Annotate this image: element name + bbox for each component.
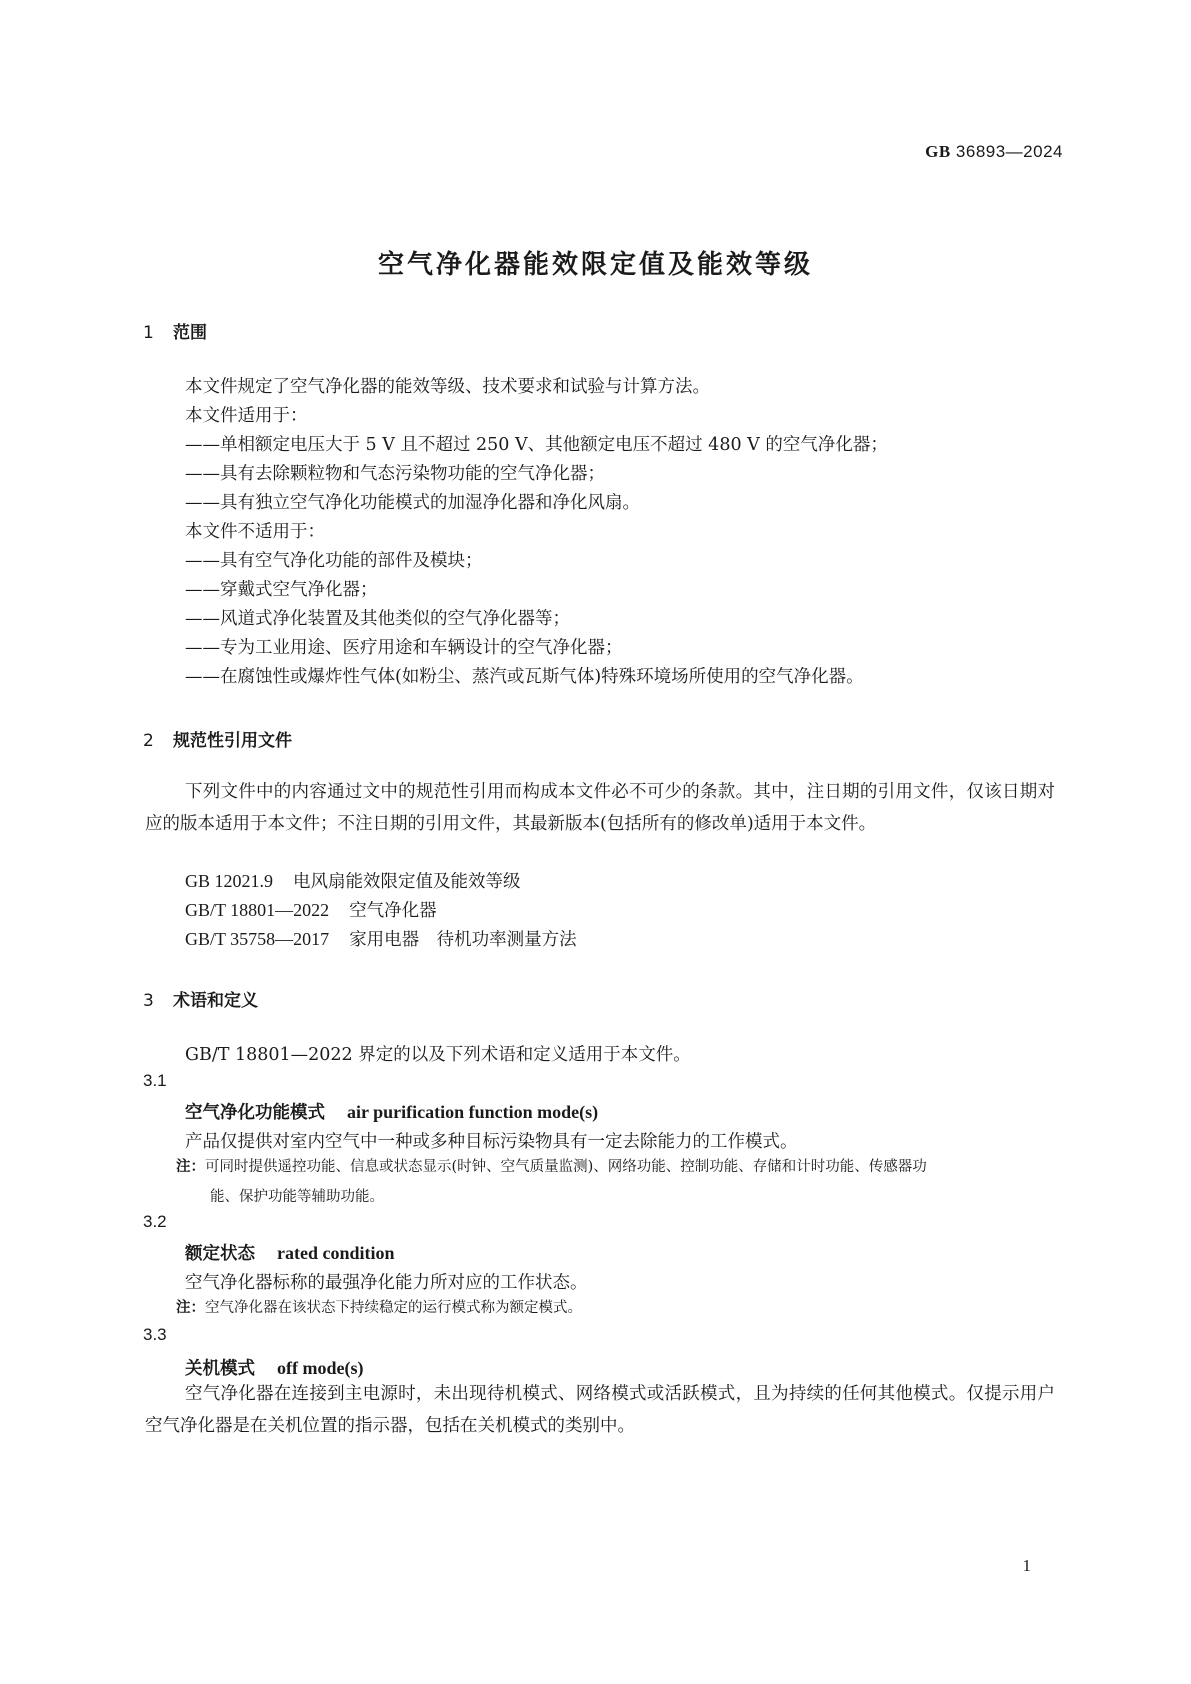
scope-line: ——具有去除颗粒物和气态污染物功能的空气净化器； [185, 464, 605, 484]
scope-line: ——专为工业用途、医疗用途和车辆设计的空气净化器； [185, 638, 623, 658]
section-heading-terms: 3 术语和定义 [143, 991, 258, 1011]
reference-item: GB/T 35758—2017 家用电器 待机功率测量方法 [185, 929, 577, 950]
term-number: 3.2 [143, 1212, 167, 1231]
term-definition: 产品仅提供对室内空气中一种或多种目标污染物具有一定去除能力的工作模式。 [185, 1132, 798, 1152]
term-heading: 额定状态 rated condition [185, 1243, 395, 1264]
scope-line: ——在腐蚀性或爆炸性气体(如粉尘、蒸汽或瓦斯气体)特殊环境场所使用的空气净化器。 [185, 667, 864, 687]
term-number: 3.1 [143, 1071, 167, 1090]
term-definition: 空气净化器在连接到主电源时，未出现待机模式、网络模式或活跃模式，且为持续的任何其他模式。仅提示用户空气净化器是在关机位置的指示器，包括在关机模式的类别中。 [145, 1384, 1055, 1436]
term-note: 注：可同时提供遥控功能、信息或状态显示(时钟、空气质量监测)、网络功能、控制功能、存储和计时功能、传感器功 能、保护功能等辅助功能。 [176, 1159, 927, 1205]
scope-line: ——具有空气净化功能的部件及模块； [185, 551, 483, 571]
scope-line: 本文件不适用于： [185, 522, 325, 542]
scope-line: ——具有独立空气净化功能模式的加湿净化器和净化风扇。 [185, 493, 640, 513]
scope-line: 本文件规定了空气净化器的能效等级、技术要求和试验与计算方法。 [185, 377, 710, 397]
scope-line: 本文件适用于： [185, 406, 308, 426]
standard-code: GB 36893—2024 [925, 142, 1063, 161]
document-title: 空气净化器能效限定值及能效等级 [377, 250, 813, 280]
reference-item: GB/T 18801—2022 空气净化器 [185, 900, 437, 921]
reference-item: GB 12021.9 电风扇能效限定值及能效等级 [185, 871, 521, 892]
scope-line: ——风道式净化装置及其他类似的空气净化器等； [185, 609, 570, 629]
term-heading: 关机模式 off mode(s) [185, 1358, 364, 1379]
scope-line: ——穿戴式空气净化器； [185, 580, 378, 600]
scope-line: ——单相额定电压大于 5 V 且不超过 250 V、其他额定电压不超过 480 V 的空气净化器； [185, 435, 888, 455]
term-heading: 空气净化功能模式 air purification function mode(s) [185, 1102, 599, 1123]
term-number: 3.3 [143, 1325, 167, 1344]
references-intro: 下列文件中的内容通过文中的规范性引用而构成本文件必不可少的条款。其中，注日期的引用文件，仅该日期对应的版本适用于本文件；不注日期的引用文件，其最新版本(包括所有的修改单)适用于本文件。 [145, 782, 1055, 834]
section-heading-scope: 1 范围 [143, 323, 207, 343]
term-note: 注：空气净化器在该状态下持续稳定的运行模式称为额定模式。 [176, 1300, 582, 1316]
term-definition: 空气净化器标称的最强净化能力所对应的工作状态。 [185, 1273, 588, 1293]
section-heading-normative-references: 2 规范性引用文件 [143, 731, 292, 751]
terms-intro: GB/T 18801—2022 界定的以及下列术语和定义适用于本文件。 [185, 1045, 691, 1065]
page-number: 1 [1022, 1556, 1031, 1575]
